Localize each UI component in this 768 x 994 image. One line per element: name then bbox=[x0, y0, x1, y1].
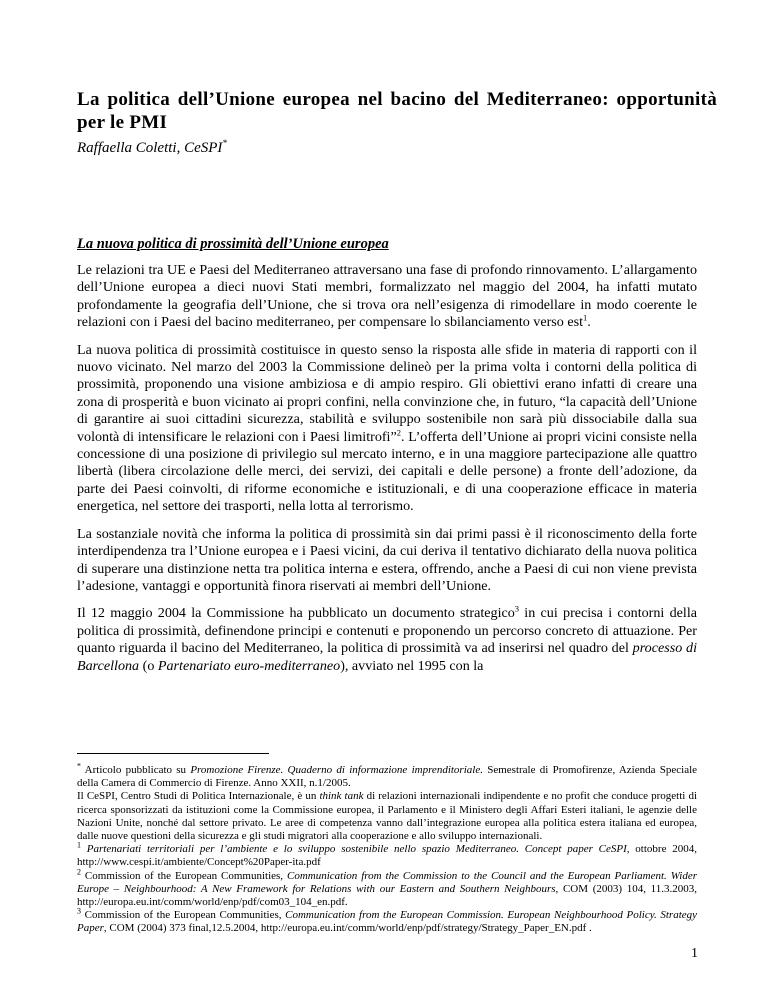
text-run: , COM (2004) 373 final,12.5.2004, http://europa.eu.int/comm/world/enp/pdf/strategy/Strategy_Paper_EN.pdf . bbox=[103, 922, 592, 935]
text-run: ), avviato nel 1995 con la bbox=[340, 657, 484, 674]
footnote-reference: 1 bbox=[77, 840, 81, 850]
text-run: , COM (2003) 104, 11.3.2003, http://europa.eu.int/comm/world/enp/pdf/com03_104_en.pdf. bbox=[77, 882, 698, 909]
italic-text: Partenariati territoriali per l’ambiente e lo sviluppo sostenibile nello spazio Mediterraneo. Concept paper CeSPI bbox=[86, 843, 627, 856]
section-heading: La nuova politica di prossimità dell’Unione europea bbox=[77, 236, 389, 252]
footnote-separator bbox=[77, 753, 269, 754]
text-run: Il CeSPI, Centro Studi di Politica Internazionale, è un bbox=[77, 790, 320, 803]
italic-text: processo di Barcellona bbox=[77, 640, 697, 674]
text-run: Il 12 maggio 2004 la Commissione ha pubblicato un documento strategico bbox=[77, 605, 515, 622]
text-run: La nuova politica di prossimità costituisce in questo senso la risposta alle sfide in materia di rapporti con il nuovo vicinato. Nel marzo del 2003 la Commissione delineò per la prima volta i contorni della politica di prossimità, proponendo una visione ambiziosa e di ampio respiro. Gli obiettivi erano infatti di creare una zona di prosperità e buon vicinato ai propri confini, nella convinzione che, in futuro, “la capacità dell’Unione di garantire ai suoi cittadini sicurezza, stabilità e sviluppo sostenibile non sarà più dissociabile dalla sua volontà di intensificare le relazioni con i Paesi limitrofi” bbox=[77, 341, 697, 445]
text-run: Commission of the European Communities, bbox=[81, 909, 286, 922]
footnote bbox=[77, 866, 698, 910]
paragraph bbox=[77, 605, 697, 675]
paragraph bbox=[77, 526, 697, 596]
paragraph bbox=[77, 342, 697, 516]
paragraph bbox=[77, 262, 697, 332]
footnote-reference: * bbox=[77, 761, 81, 771]
page-number: 1 bbox=[691, 946, 698, 961]
author-name: Raffaella Coletti, CeSPI bbox=[77, 140, 223, 156]
author-footnote-marker: * bbox=[222, 138, 227, 148]
italic-text: think tank bbox=[319, 790, 364, 803]
text-run: Commission of the European Communities, bbox=[81, 869, 287, 882]
italic-text: Promozione Firenze. Quaderno di informazione imprenditoriale. bbox=[190, 764, 483, 776]
text-run: Articolo pubblicato su bbox=[81, 764, 191, 776]
italic-text: Communication from the Commission to the Council and the European Parliament. Wider Europe – Neighbourhood: A New Framework for Relations with our Eastern and Southern Neighbours bbox=[77, 869, 697, 895]
text-run: in cui precisa i contorni della politica di prossimità, definendone principi e contenuti e proponendo un percorso concreto di attuazione. Per quanto riguarda il bacino del Mediterraneo, la politica di prossimità va ad inserirsi nel quadro del bbox=[77, 605, 697, 657]
text-run: , ottobre 2004, http://www.cespi.it/ambiente/Concept%20Paper-ita.pdf bbox=[77, 843, 698, 869]
text-run: . L’offerta dell’Unione ai propri vicini consiste nella concessione di una posizione di privilegio sul mercato interno, e in una maggiore partecipazione alle quattro libertà (libera circolazione delle merci, dei servizi, dei capitali e delle persone) a fronte dell’adozione, da parte dei Paesi coinvolti, di riforme economiche e istituzionali, e di una cooperazione efficace in materia energetica, nel settore dei trasporti, nella lotta al terrorismo. bbox=[77, 428, 697, 515]
text-run: (o bbox=[139, 657, 158, 674]
footnote bbox=[77, 906, 698, 935]
footnotes bbox=[77, 761, 698, 936]
footnote bbox=[77, 761, 698, 790]
footnote-reference: 3 bbox=[514, 603, 520, 614]
footnote-reference: 2 bbox=[396, 426, 401, 437]
text-run: . bbox=[587, 314, 591, 331]
footnote-reference: 1 bbox=[583, 312, 588, 323]
text-run: di relazioni internazionali indipendente e no profit che conduce progetti di ricerca sponsorizzati da istituzioni come la Commissione europea, il Parlamento e il Ministero degli Affari Esteri italiani, le agenzie delle Nazioni Unite, nonché dal settore privato. Le aree di competenza vanno dall’integrazione europea alla politica estera italiana ed europea, dalle nuove questioni della sicurezza e gli studi migratori alla cooperazione e allo sviluppo internazionali. bbox=[77, 790, 697, 843]
footnote bbox=[77, 840, 698, 869]
footnote-reference: 3 bbox=[77, 906, 81, 916]
body-text bbox=[77, 262, 697, 685]
footnote-reference: 2 bbox=[77, 866, 81, 876]
text-run: Semestrale di Promofirenze, Azienda Speciale della Camera di Commercio di Firenze. Anno XXII, n.1/2005. bbox=[77, 764, 698, 790]
document-title: La politica dell’Unione europea nel bacino del Mediterraneo: opportunità per le PMI bbox=[77, 89, 717, 133]
italic-text: Partenariato euro-mediterraneo bbox=[157, 657, 341, 674]
footnote bbox=[77, 790, 697, 843]
text-run: La sostanziale novità che informa la politica di prossimità sin dai primi passi è il riconoscimento della forte interdipendenza tra l’Unione europea e i Paesi vicini, da cui deriva il tentativo dichiarato della nuova politica di superare una distinzione netta tra politica interna e estera, offrendo, anche a Paesi di cui non viene prevista l’adesione, vantaggi e opportunità finora riservati ai membri dell’Unione. bbox=[77, 525, 697, 594]
text-run: Le relazioni tra UE e Paesi del Mediterraneo attraversano una fase di profondo rinnovamento. L’allargamento dell’Unione europea a dieci nuovi Stati membri, formalizzato nel maggio del 2004, ha infatti mutato profondamente la geografia dell’Unione, che si trova ora nell’esigenza di rimodellare in modo coerente le relazioni con i Paesi del bacino mediterraneo, per compensare lo sbilanciamento verso est bbox=[77, 262, 697, 331]
author-line bbox=[77, 138, 227, 157]
italic-text: Communication from the European Commission. European Neighbourhood Policy. Strategy Paper bbox=[77, 909, 698, 935]
